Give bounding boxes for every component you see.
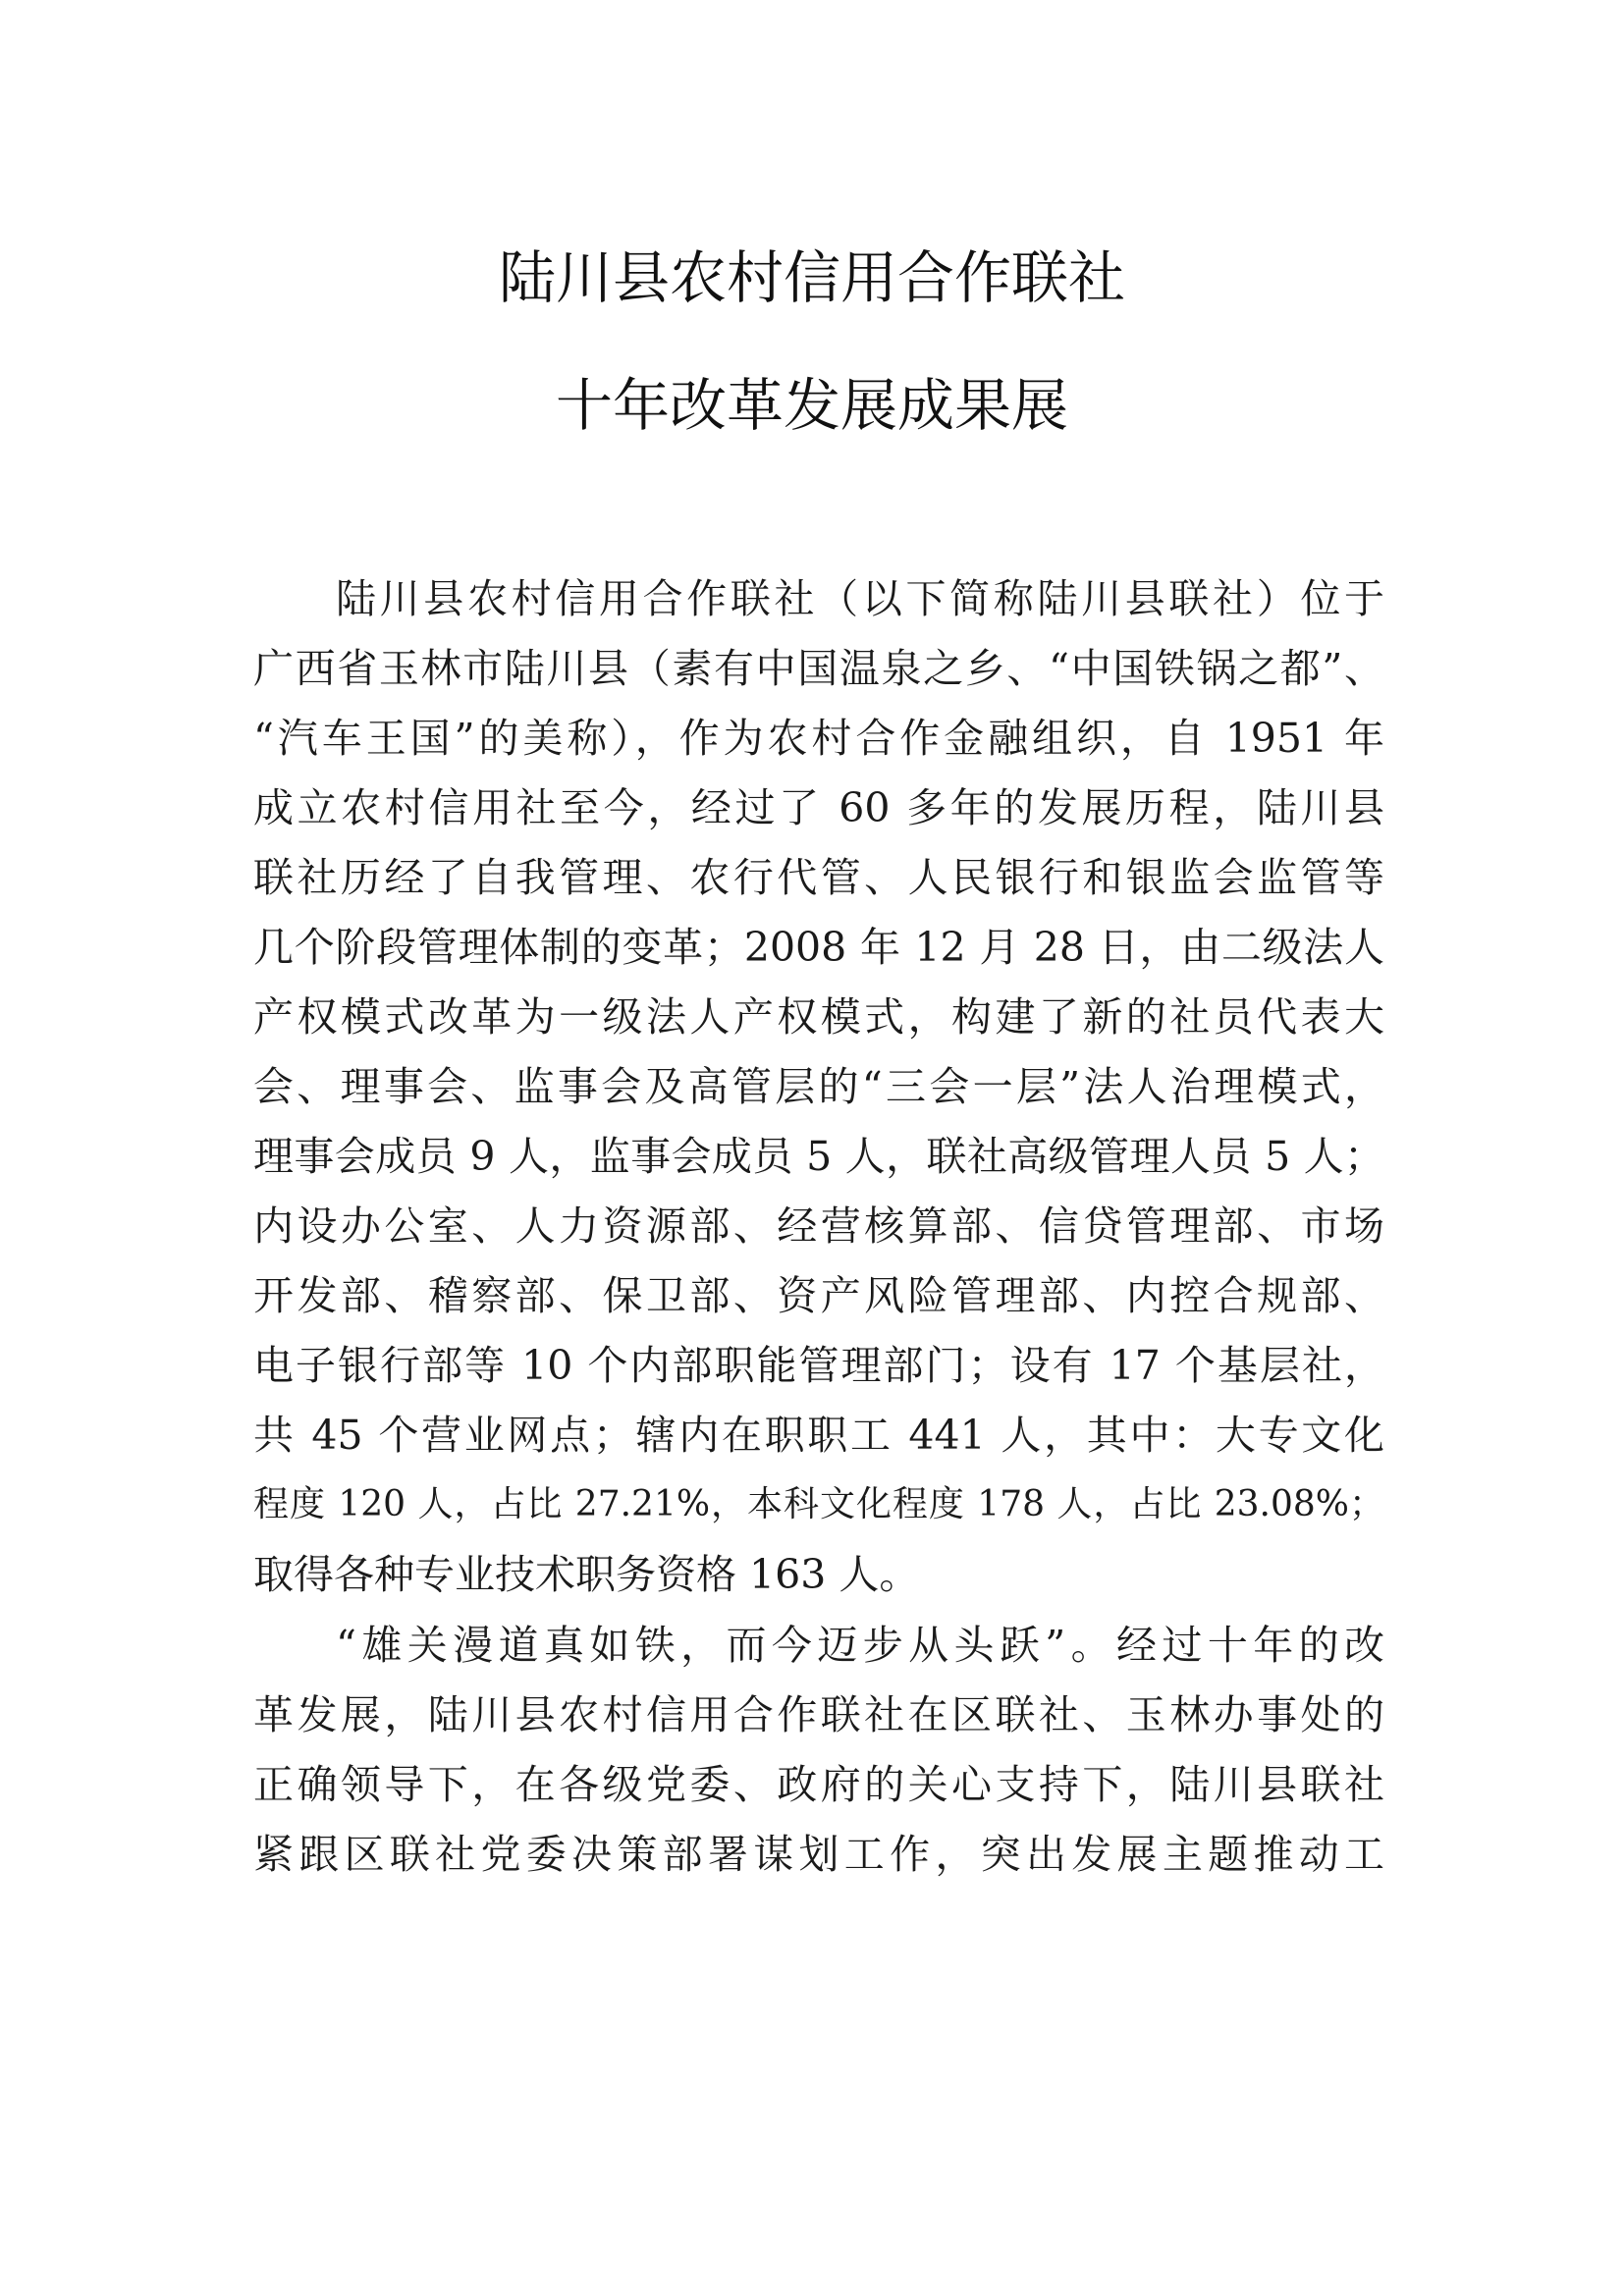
- text-line: 革发展，陆川县农村信用合作联社在区联社、玉林办事处的: [253, 1691, 1384, 1738]
- document-title-line-2: 十年改革发展成果展: [555, 372, 1068, 439]
- text-line: 产权模式改革为一级法人产权模式，构建了新的社员代表大: [253, 993, 1384, 1041]
- text-line: 程度 120 人，占比 27.21%，本科文化程度 178 人，占比 23.08%；: [253, 1484, 1384, 1524]
- text-line: 紧跟区联社党委决策部署谋划工作，突出发展主题推动工: [253, 1831, 1384, 1878]
- text-line: 理事会成员 9 人，监事会成员 5 人，联社高级管理人员 5 人；: [253, 1133, 1384, 1180]
- text-line: 会、理事会、监事会及高管层的“三会一层”法人治理模式，: [253, 1063, 1384, 1110]
- text-line: 共 45 个营业网点；辖内在职职工 441 人，其中：大专文化: [253, 1412, 1384, 1459]
- text-line: 陆川县农村信用合作联社（以下简称陆川县联社）位于: [336, 575, 1384, 622]
- text-line: 联社历经了自我管理、农行代管、人民银行和银监会监管等: [253, 854, 1384, 901]
- text-line: 内设办公室、人力资源部、经营核算部、信贷管理部、市场: [253, 1202, 1384, 1250]
- text-line: 成立农村信用社至今，经过了 60 多年的发展历程，陆川县: [253, 784, 1384, 831]
- text-line: 广西省玉林市陆川县（素有中国温泉之乡、“中国铁锅之都”、: [253, 645, 1384, 692]
- text-line: “汽车王国”的美称），作为农村合作金融组织，自 1951 年: [253, 715, 1384, 762]
- text-line: 几个阶段管理体制的变革；2008 年 12 月 28 日，由二级法人: [253, 924, 1384, 971]
- text-line: 正确领导下，在各级党委、政府的关心支持下，陆川县联社: [253, 1761, 1384, 1808]
- text-line: “雄关漫道真如铁，而今迈步从头跃”。经过十年的改: [336, 1622, 1384, 1669]
- text-line: 取得各种专业技术职务资格 163 人。: [253, 1551, 920, 1598]
- document-title-line-1: 陆川县农村信用合作联社: [498, 244, 1125, 311]
- text-line: 开发部、稽察部、保卫部、资产风险管理部、内控合规部、: [253, 1272, 1384, 1319]
- text-line: 电子银行部等 10 个内部职能管理部门；设有 17 个基层社，: [253, 1342, 1384, 1389]
